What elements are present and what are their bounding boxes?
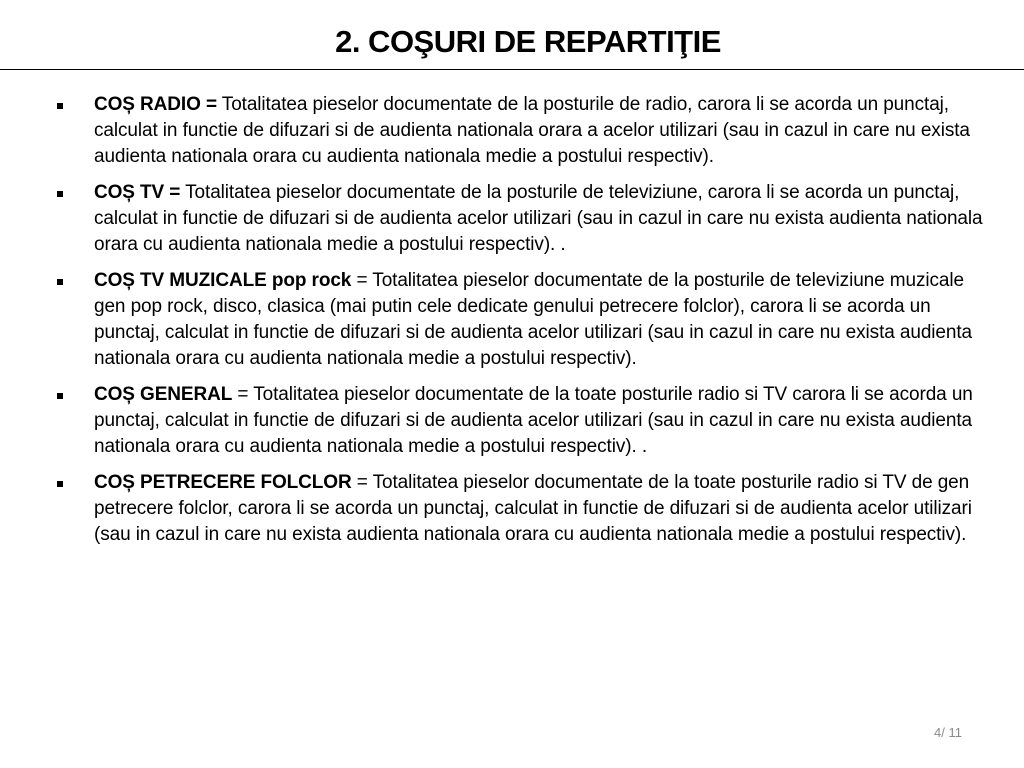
bullet-definition: = Totalitatea pieselor documentate de la toate posturile radio si TV carora li se acorda un punctaj, calculat in functie de difuzari si de audienta acelor utilizari (sau in cazul in care nu exista audienta nationala orara cu audienta nationala medie a postului respectiv). .: [94, 384, 973, 457]
square-bullet-icon: [57, 481, 63, 487]
square-bullet-icon: [57, 103, 63, 109]
slide-title: 2. COŞURI DE REPARTIŢIE: [335, 24, 721, 59]
square-bullet-icon: [57, 191, 63, 197]
bullet-item-cos-general: [0, 382, 1024, 460]
square-bullet-icon: [57, 279, 63, 285]
bullet-term: COȘ PETRECERE FOLCLOR: [94, 472, 352, 493]
page-number: 4/ 11: [934, 725, 962, 740]
bullet-item-cos-tv-muzicale: [0, 268, 1024, 372]
bullet-term: COȘ RADIO =: [94, 94, 217, 115]
bullet-term: COȘ GENERAL: [94, 384, 233, 405]
bullet-definition: = Totalitatea pieselor documentate de la posturile de televiziune muzicale gen pop rock, disco, clasica (mai putin cele dedicate genului petrecere folclor), carora li se acorda un punctaj, calculat in functie de difuzari si de audienta acelor utilizari (sau in cazul in care nu exista audienta nationala orara cu audienta nationala medie a postului respectiv).: [94, 270, 972, 369]
square-bullet-icon: [57, 393, 63, 399]
bullet-item-cos-radio: [0, 92, 1024, 170]
bullet-definition: = Totalitatea pieselor documentate de la toate posturile radio si TV de gen petrecere folclor, carora li se acorda un punctaj, calculat in functie de difuzari si de audienta acelor utilizari (sau in cazul in care nu exista audienta nationala orara cu audienta nationala medie a postului respectiv).: [94, 472, 972, 545]
bullet-term: COȘ TV =: [94, 182, 181, 203]
title-divider: [0, 69, 1024, 70]
bullet-term: COȘ TV MUZICALE pop rock: [94, 270, 352, 291]
bullet-list: [0, 92, 1024, 558]
bullet-item-cos-tv: [0, 180, 1024, 258]
bullet-definition: Totalitatea pieselor documentate de la posturile de televiziune, carora li se acorda un punctaj, calculat in functie de difuzari si de audienta acelor utilizari (sau in cazul in care nu exista audienta nationala orara cu audienta nationala medie a postului respectiv). .: [94, 182, 983, 255]
bullet-definition: Totalitatea pieselor documentate de la posturile de radio, carora li se acorda un punctaj, calculat in functie de difuzari si de audienta nationala orara a acelor utilizari (sau in cazul in care nu exista audienta nationala orara cu audienta nationala medie a postului respectiv).: [94, 94, 970, 167]
bullet-item-cos-petrecere-folclor: [0, 470, 1024, 548]
